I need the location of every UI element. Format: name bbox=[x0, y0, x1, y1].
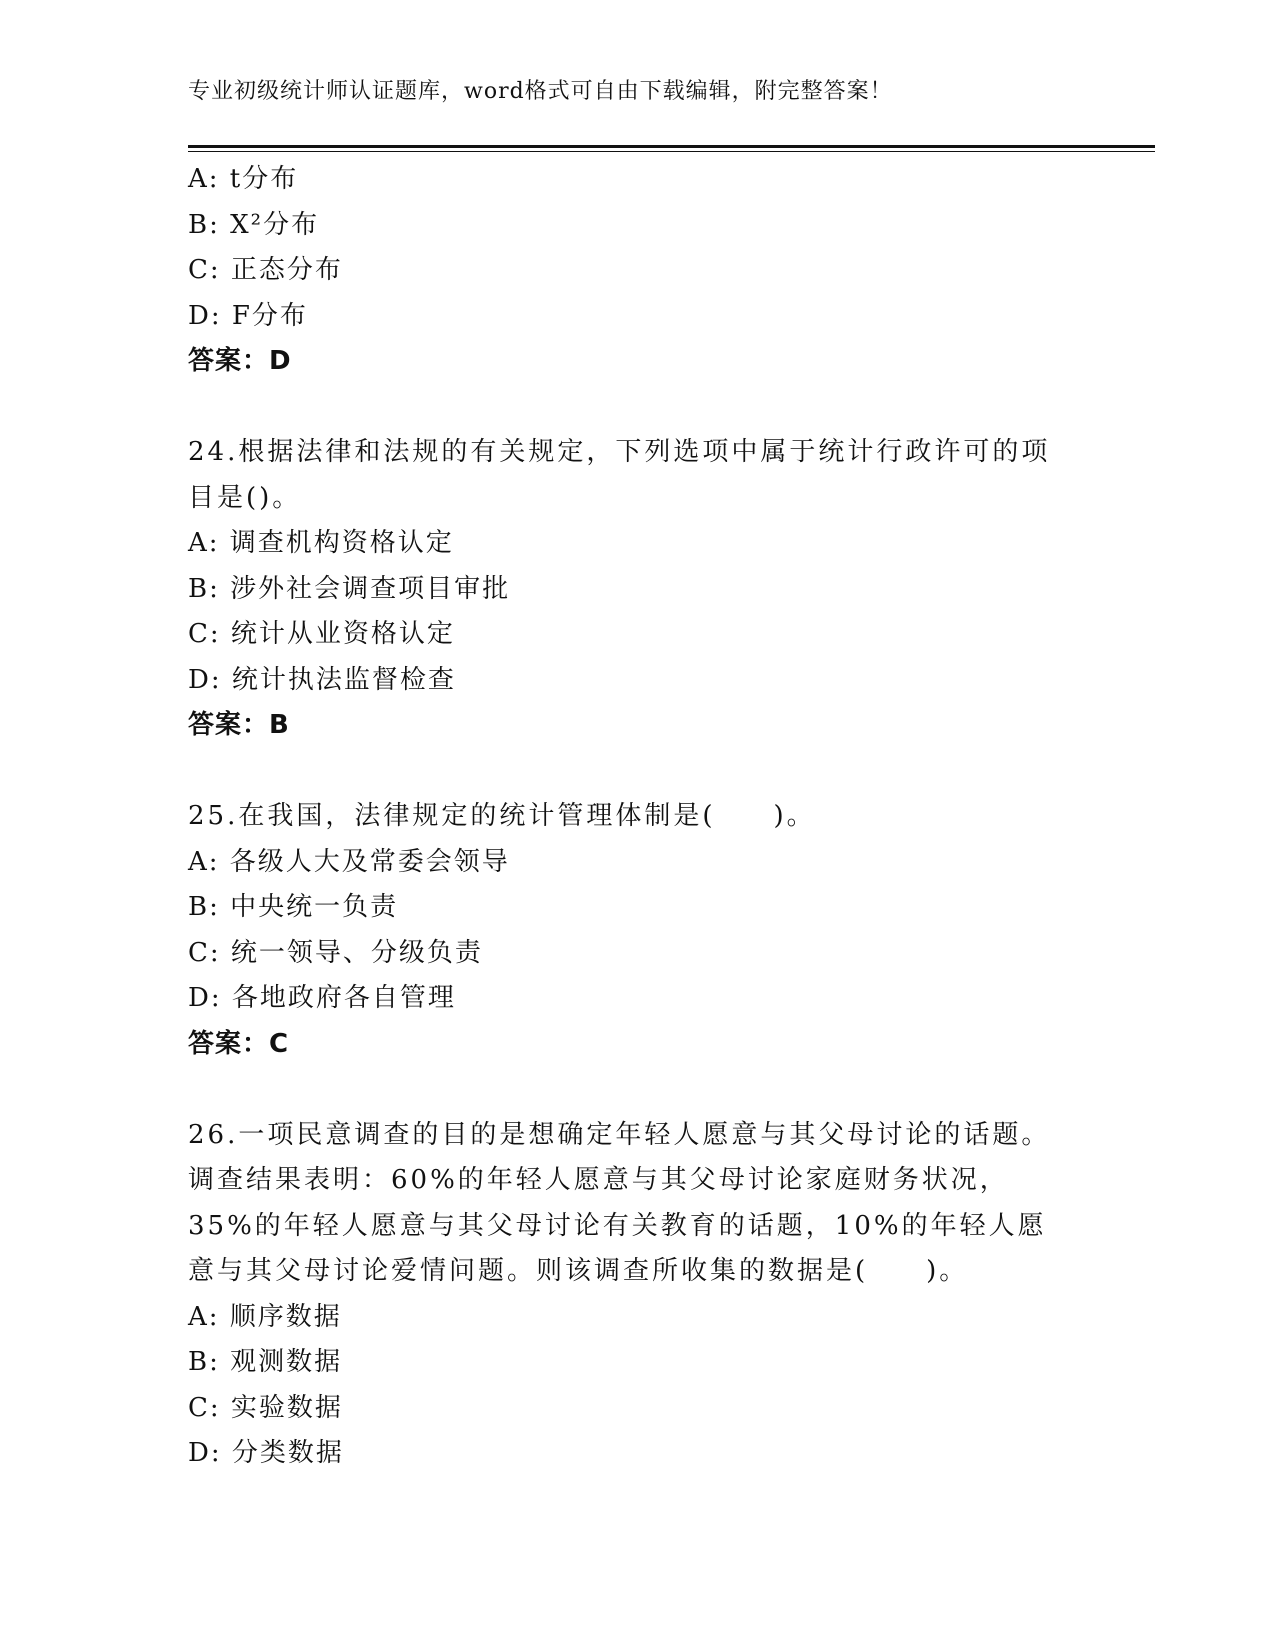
q25-option-d: D: 各地政府各自管理 bbox=[188, 983, 456, 1013]
q23-option-a: A: t分布 bbox=[188, 164, 299, 194]
q26-option-a: A: 顺序数据 bbox=[188, 1301, 342, 1332]
header-rule-thick bbox=[188, 145, 1155, 148]
page-header: 专业初级统计师认证题库，word格式可自由下载编辑，附完整答案！ bbox=[188, 79, 893, 104]
q25-question: 25.在我国，法律规定的统计管理体制是( )。 bbox=[188, 801, 816, 831]
q23-option-b: B: X²分布 bbox=[188, 209, 320, 240]
q26-option-c: C: 实验数据 bbox=[188, 1392, 343, 1423]
question-content bbox=[188, 157, 1088, 1477]
q23-option-d: D: F分布 bbox=[188, 300, 308, 331]
q23-option-c: C: 正态分布 bbox=[188, 255, 343, 285]
q24-answer: 答案：B bbox=[188, 710, 290, 740]
q25-option-a: A: 各级人大及常委会领导 bbox=[188, 846, 510, 877]
q24-question: 24.根据法律和法规的有关规定，下列选项中属于统计行政许可的项目是()。 bbox=[188, 437, 1051, 513]
q26-option-d: D: 分类数据 bbox=[188, 1438, 344, 1468]
q25-option-b: B: 中央统一负责 bbox=[188, 892, 399, 922]
q24-option-c: C: 统计从业资格认定 bbox=[188, 619, 455, 649]
q23-answer: 答案：D bbox=[188, 346, 292, 376]
spacer bbox=[188, 1067, 1088, 1113]
spacer bbox=[188, 749, 1088, 795]
q24-option-d: D: 统计执法监督检查 bbox=[188, 664, 456, 695]
q25-option-c: C: 统一领导、分级负责 bbox=[188, 937, 483, 968]
q24-option-b: B: 涉外社会调查项目审批 bbox=[188, 573, 511, 604]
q24-option-a: A: 调查机构资格认定 bbox=[188, 528, 454, 558]
spacer bbox=[188, 385, 1088, 431]
header-rule-thin bbox=[188, 151, 1155, 152]
q26-option-b: B: 观测数据 bbox=[188, 1347, 343, 1377]
q25-answer: 答案：C bbox=[188, 1028, 290, 1059]
q26-question: 26.一项民意调查的目的是想确定年轻人愿意与其父母讨论的话题。调查结果表明：60%的年轻人愿意与其父母讨论家庭财务状况，35%的年轻人愿意与其父母讨论有关教育的话题，10%的年轻人愿意与其父母讨论爱情问题。则该调查所收集的数据是( )。 bbox=[188, 1119, 1051, 1286]
